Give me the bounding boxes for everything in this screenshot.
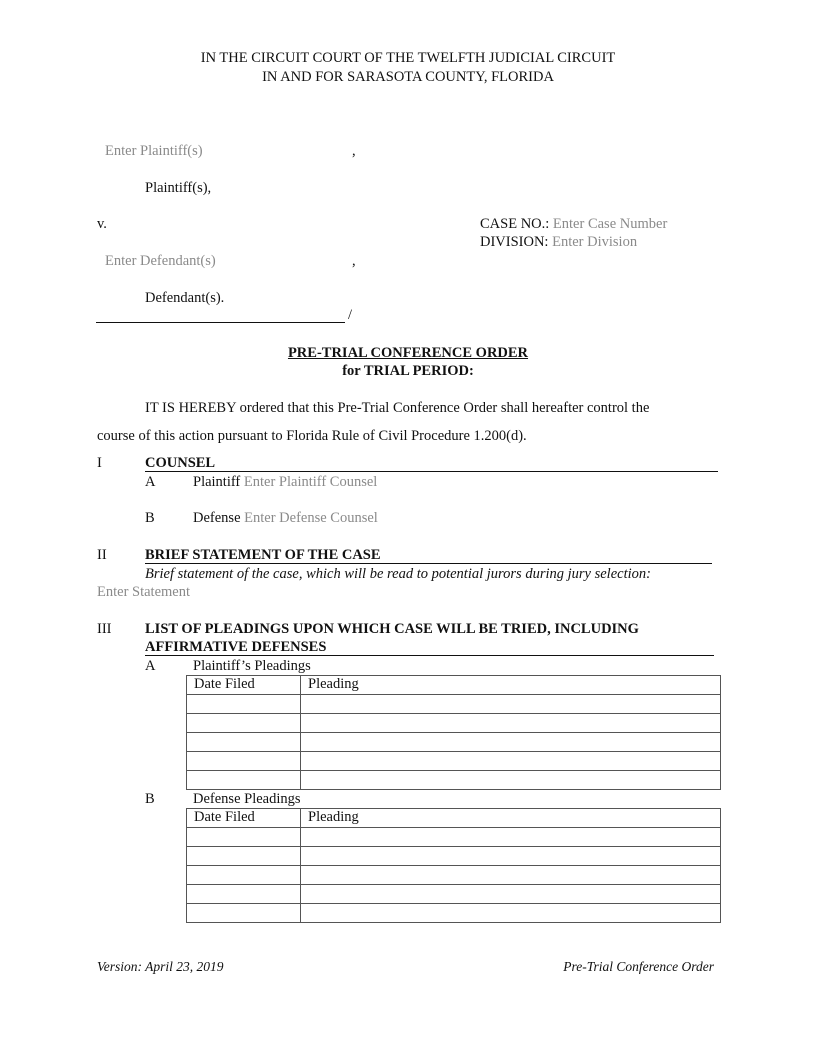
table-row: [187, 828, 721, 847]
column-header-date-filed: Date Filed: [187, 809, 301, 828]
section-1-heading: COUNSEL: [145, 455, 216, 471]
date-filed-cell[interactable]: [187, 771, 301, 790]
plaintiff-field[interactable]: Enter Plaintiff(s): [105, 143, 203, 159]
table-row: [187, 752, 721, 771]
section-3-rule: [145, 655, 714, 656]
order-subtitle: for TRIAL PERIOD:: [342, 363, 474, 379]
section-2-rule: [145, 563, 712, 564]
court-name-line1: IN THE CIRCUIT COURT OF THE TWELFTH JUDICIAL CIRCUIT: [200, 50, 616, 66]
section-3-numeral: III: [97, 621, 112, 637]
section-3-heading-line1: LIST OF PLEADINGS UPON WHICH CASE WILL BE TRIED, INCLUDING: [145, 621, 639, 637]
plaintiff-counsel-row: [193, 474, 377, 491]
plaintiff-pleadings-label: Plaintiff’s Pleadings: [193, 658, 311, 674]
footer-version: Version: April 23, 2019: [97, 959, 224, 974]
plaintiff-label: Plaintiff(s),: [145, 180, 212, 196]
date-filed-cell[interactable]: [187, 866, 301, 885]
date-filed-cell[interactable]: [187, 733, 301, 752]
table-header-row: [187, 676, 721, 695]
case-number-label: CASE NO.:: [480, 216, 550, 232]
pleading-cell[interactable]: [301, 714, 721, 733]
column-header-pleading: Pleading: [301, 809, 721, 828]
pleading-cell[interactable]: [301, 904, 721, 923]
table-row: [187, 714, 721, 733]
caption-divider: [96, 322, 345, 323]
column-header-date-filed: Date Filed: [187, 676, 301, 695]
defendant-field[interactable]: Enter Defendant(s): [105, 253, 216, 269]
date-filed-cell[interactable]: [187, 714, 301, 733]
table-row: [187, 733, 721, 752]
pleading-cell[interactable]: [301, 771, 721, 790]
date-filed-cell[interactable]: [187, 885, 301, 904]
column-header-pleading: Pleading: [301, 676, 721, 695]
footer-document-name: Pre-Trial Conference Order: [563, 959, 714, 974]
section-1-rule: [145, 471, 718, 472]
table-row: [187, 904, 721, 923]
plaintiff-comma: ,: [352, 143, 356, 159]
date-filed-cell[interactable]: [187, 828, 301, 847]
date-filed-cell[interactable]: [187, 904, 301, 923]
table-header-row: [187, 809, 721, 828]
pleading-cell[interactable]: [301, 847, 721, 866]
pleading-cell[interactable]: [301, 866, 721, 885]
defense-counsel-row: [193, 510, 378, 527]
date-filed-cell[interactable]: [187, 752, 301, 771]
pleadings-b-letter: B: [145, 791, 155, 807]
intro-line1: IT IS HEREBY ordered that this Pre-Trial Conference Order shall hereafter control the: [145, 400, 650, 416]
case-number-row: [480, 216, 667, 233]
versus-label: v.: [97, 216, 107, 232]
table-row: [187, 847, 721, 866]
caption-slash: /: [348, 307, 353, 323]
case-number-field[interactable]: Enter Case Number: [552, 216, 668, 232]
table-row: [187, 771, 721, 790]
table-row: [187, 866, 721, 885]
statement-instruction: Brief statement of the case, which will be read to potential jurors during jury selection:: [145, 566, 651, 582]
section-1-numeral: I: [97, 455, 102, 471]
division-label: DIVISION:: [480, 234, 549, 250]
date-filed-cell[interactable]: [187, 695, 301, 714]
defendant-comma: ,: [352, 253, 356, 269]
section-2-numeral: II: [97, 547, 107, 563]
section-2-heading: BRIEF STATEMENT OF THE CASE: [145, 547, 381, 563]
pleading-cell[interactable]: [301, 885, 721, 904]
pleading-cell[interactable]: [301, 695, 721, 714]
counsel-a-letter: A: [145, 474, 156, 490]
defendant-label: Defendant(s).: [145, 290, 225, 306]
section-3-heading-line2: AFFIRMATIVE DEFENSES: [145, 639, 327, 655]
table-row: [187, 885, 721, 904]
pleading-cell[interactable]: [301, 828, 721, 847]
plaintiff-counsel-label: Plaintiff: [193, 474, 241, 490]
pleading-cell[interactable]: [301, 733, 721, 752]
statement-field[interactable]: Enter Statement: [97, 584, 191, 600]
defense-pleadings-table: [186, 808, 721, 923]
date-filed-cell[interactable]: [187, 847, 301, 866]
division-field[interactable]: Enter Division: [552, 234, 638, 250]
pleading-cell[interactable]: [301, 752, 721, 771]
defense-counsel-field[interactable]: Enter Defense Counsel: [244, 510, 378, 526]
table-row: [187, 695, 721, 714]
order-title: PRE-TRIAL CONFERENCE ORDER: [287, 345, 529, 361]
defense-pleadings-label: Defense Pleadings: [193, 791, 301, 807]
intro-line2: course of this action pursuant to Florida Rule of Civil Procedure 1.200(d).: [97, 428, 527, 444]
pleadings-a-letter: A: [145, 658, 156, 674]
counsel-b-letter: B: [145, 510, 155, 526]
defense-counsel-label: Defense: [193, 510, 241, 526]
court-name-line2: IN AND FOR SARASOTA COUNTY, FLORIDA: [262, 69, 554, 85]
division-row: [480, 234, 637, 251]
plaintiff-pleadings-table: [186, 675, 721, 790]
plaintiff-counsel-field[interactable]: Enter Plaintiff Counsel: [243, 474, 378, 490]
